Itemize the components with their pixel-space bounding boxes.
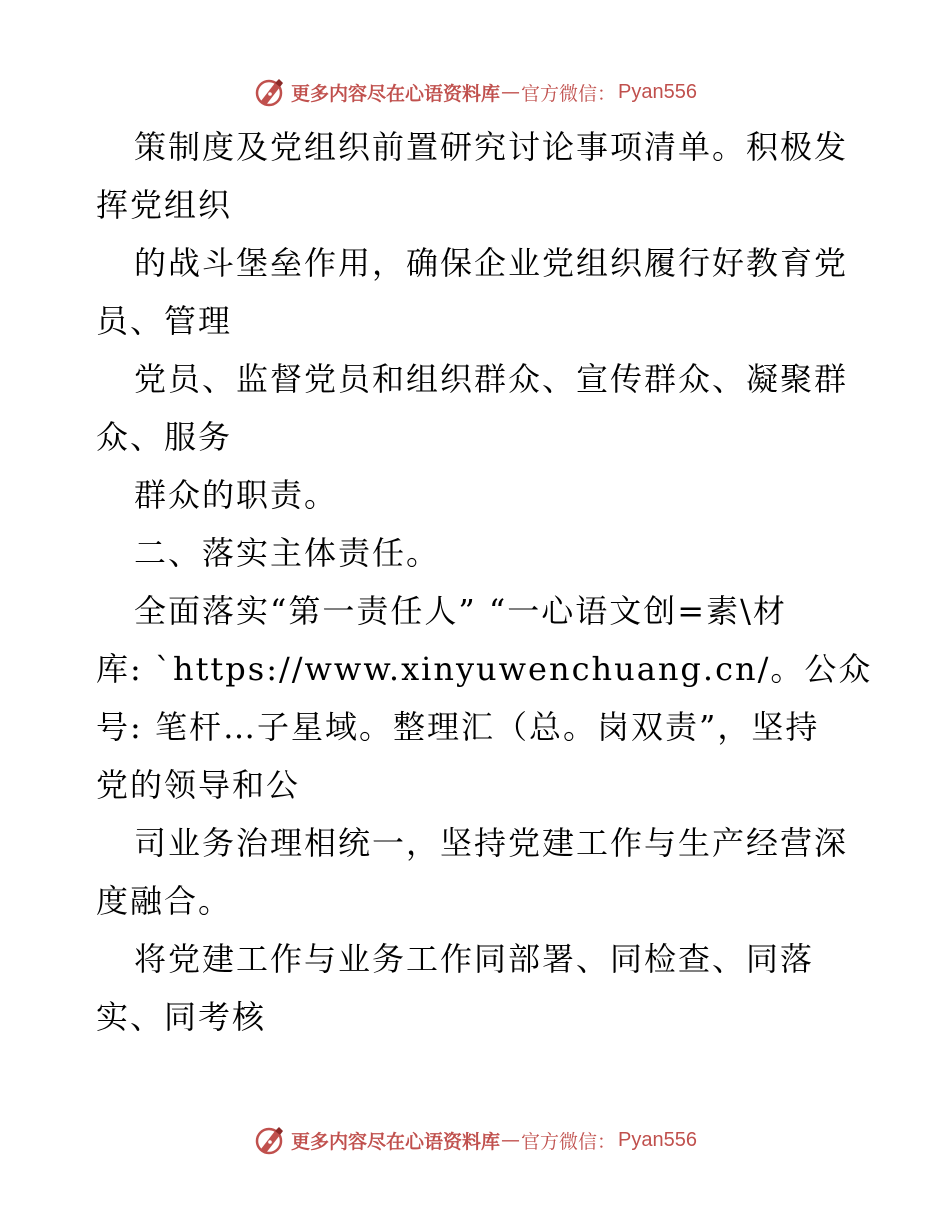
- text-line: 度融合。: [96, 882, 233, 920]
- text-line: 号: 笔杆…子星域。整理汇（总。岗双责”，坚持: [96, 708, 820, 746]
- text-line: 众、服务: [96, 418, 233, 456]
- document-body: [96, 118, 873, 1046]
- banner-text: 更多内容尽在心语资料库: [291, 82, 501, 105]
- banner-wechat-id: Pyan556: [618, 80, 697, 103]
- text-line: 挥党组织: [96, 186, 233, 224]
- text-line: 员、管理: [96, 302, 233, 340]
- header-banner: [0, 72, 950, 112]
- text-line: 将党建工作与业务工作同部署、同检查、同落: [134, 940, 815, 978]
- section-heading: 二、落实主体责任。: [134, 534, 441, 572]
- banner-wechat-label: 官方微信：: [521, 82, 617, 105]
- banner-wechat-id: Pyan556: [618, 1128, 697, 1151]
- text-line: 群众的职责。: [134, 476, 339, 514]
- pen-nib-logo-icon: [253, 1123, 287, 1157]
- text-line: 策制度及党组织前置研究讨论事项清单。积极发: [134, 128, 849, 166]
- text-line: 全面落实“第一责任人” “一心语文创=素\材: [134, 592, 787, 630]
- banner-text: 更多内容尽在心语资料库: [291, 1130, 501, 1153]
- text-line: 的战斗堡垒作用，确保企业党组织履行好教育党: [134, 244, 849, 282]
- footer-banner: [0, 1120, 950, 1160]
- pen-nib-logo-icon: [253, 75, 287, 109]
- text-line: 实、同考核: [96, 998, 267, 1036]
- banner-separator: —: [501, 1129, 521, 1151]
- banner-separator: —: [501, 81, 521, 103]
- text-line: 库: `https://www.xinyuwenchuang.cn/。公众: [96, 650, 873, 688]
- text-line: 司业务治理相统一，坚持党建工作与生产经营深: [134, 824, 849, 862]
- text-line: 党的领导和公: [96, 766, 301, 804]
- banner-wechat-label: 官方微信：: [521, 1130, 617, 1153]
- text-line: 党员、监督党员和组织群众、宣传群众、凝聚群: [134, 360, 849, 398]
